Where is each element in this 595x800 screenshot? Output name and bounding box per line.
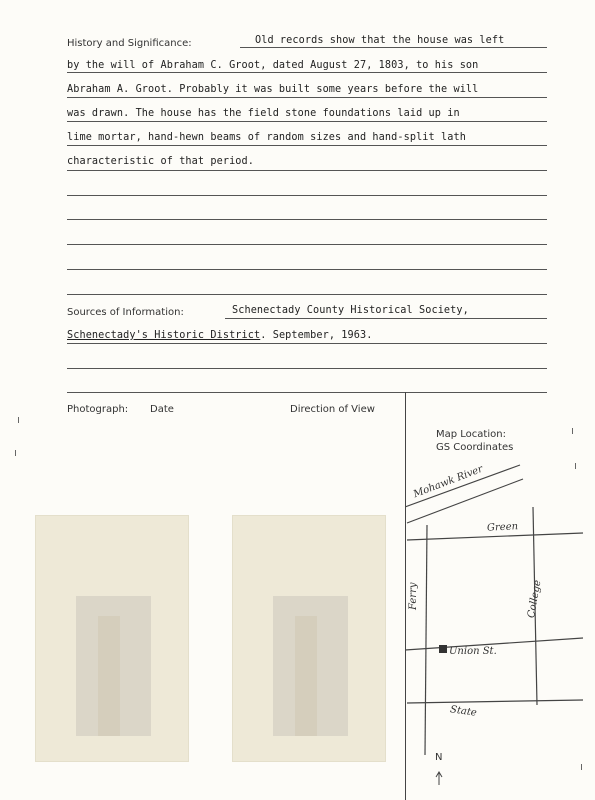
- rule-line: [67, 145, 547, 146]
- rule-line: [67, 170, 547, 171]
- history-line-4: was drawn. The house has the field stone foundations laid up in: [67, 108, 460, 119]
- photograph-label: Photograph:: [67, 404, 129, 415]
- rule-line: [67, 294, 547, 295]
- street-ferry: [425, 525, 427, 755]
- hand-drawn-map: [405, 455, 590, 800]
- history-line-6: characteristic of that period.: [67, 156, 255, 167]
- faded-photograph-right: [232, 515, 386, 762]
- street-label-union: Union St.: [449, 646, 497, 657]
- sources-label: Sources of Information:: [67, 307, 184, 318]
- street-label-college: College: [526, 579, 544, 619]
- street-label-state: State: [449, 704, 478, 719]
- river-label: Mohawk River: [412, 463, 485, 501]
- sources-publication-title: Schenectady's Historic District: [67, 330, 261, 341]
- rule-line: [67, 72, 547, 73]
- north-label: N: [435, 752, 443, 763]
- gs-coordinates-label: GS Coordinates: [436, 442, 514, 453]
- rule-line: [67, 121, 547, 122]
- history-line-5: lime mortar, hand-hewn beams of random sizes and hand-split lath: [67, 132, 466, 143]
- margin-mark: [572, 428, 573, 434]
- map-location-label: Map Location:: [436, 429, 506, 440]
- history-line-1: Old records show that the house was left: [255, 35, 505, 46]
- history-line-2: by the will of Abraham C. Groot, dated August 27, 1803, to his son: [67, 60, 479, 71]
- street-label-green: Green: [486, 521, 519, 534]
- rule-line: [67, 392, 547, 393]
- direction-of-view-label: Direction of View: [290, 404, 375, 415]
- rule-line: [240, 47, 547, 48]
- margin-mark: [575, 463, 576, 469]
- rule-line: [67, 368, 547, 369]
- street-state: [407, 700, 583, 703]
- street-label-ferry: Ferry: [408, 582, 419, 610]
- history-label: History and Significance:: [67, 38, 192, 49]
- margin-mark: [15, 450, 16, 456]
- street-green: [407, 533, 583, 540]
- rule-line: [67, 343, 547, 344]
- rule-line: [67, 269, 547, 270]
- sources-date: . September, 1963.: [260, 330, 373, 341]
- margin-mark: [581, 764, 582, 770]
- rule-line: [67, 195, 547, 196]
- photo-date-label: Date: [150, 404, 174, 415]
- history-line-3: Abraham A. Groot. Probably it was built some years before the will: [67, 84, 479, 95]
- rule-line: [67, 244, 547, 245]
- rule-line: [67, 97, 547, 98]
- sources-line-2: [67, 330, 372, 341]
- sources-line-1: Schenectady County Historical Society,: [232, 305, 469, 316]
- rule-line: [67, 219, 547, 220]
- faded-photograph-left: [35, 515, 189, 762]
- rule-line: [225, 318, 547, 319]
- house-location-marker: [439, 645, 447, 653]
- margin-mark: [18, 417, 19, 423]
